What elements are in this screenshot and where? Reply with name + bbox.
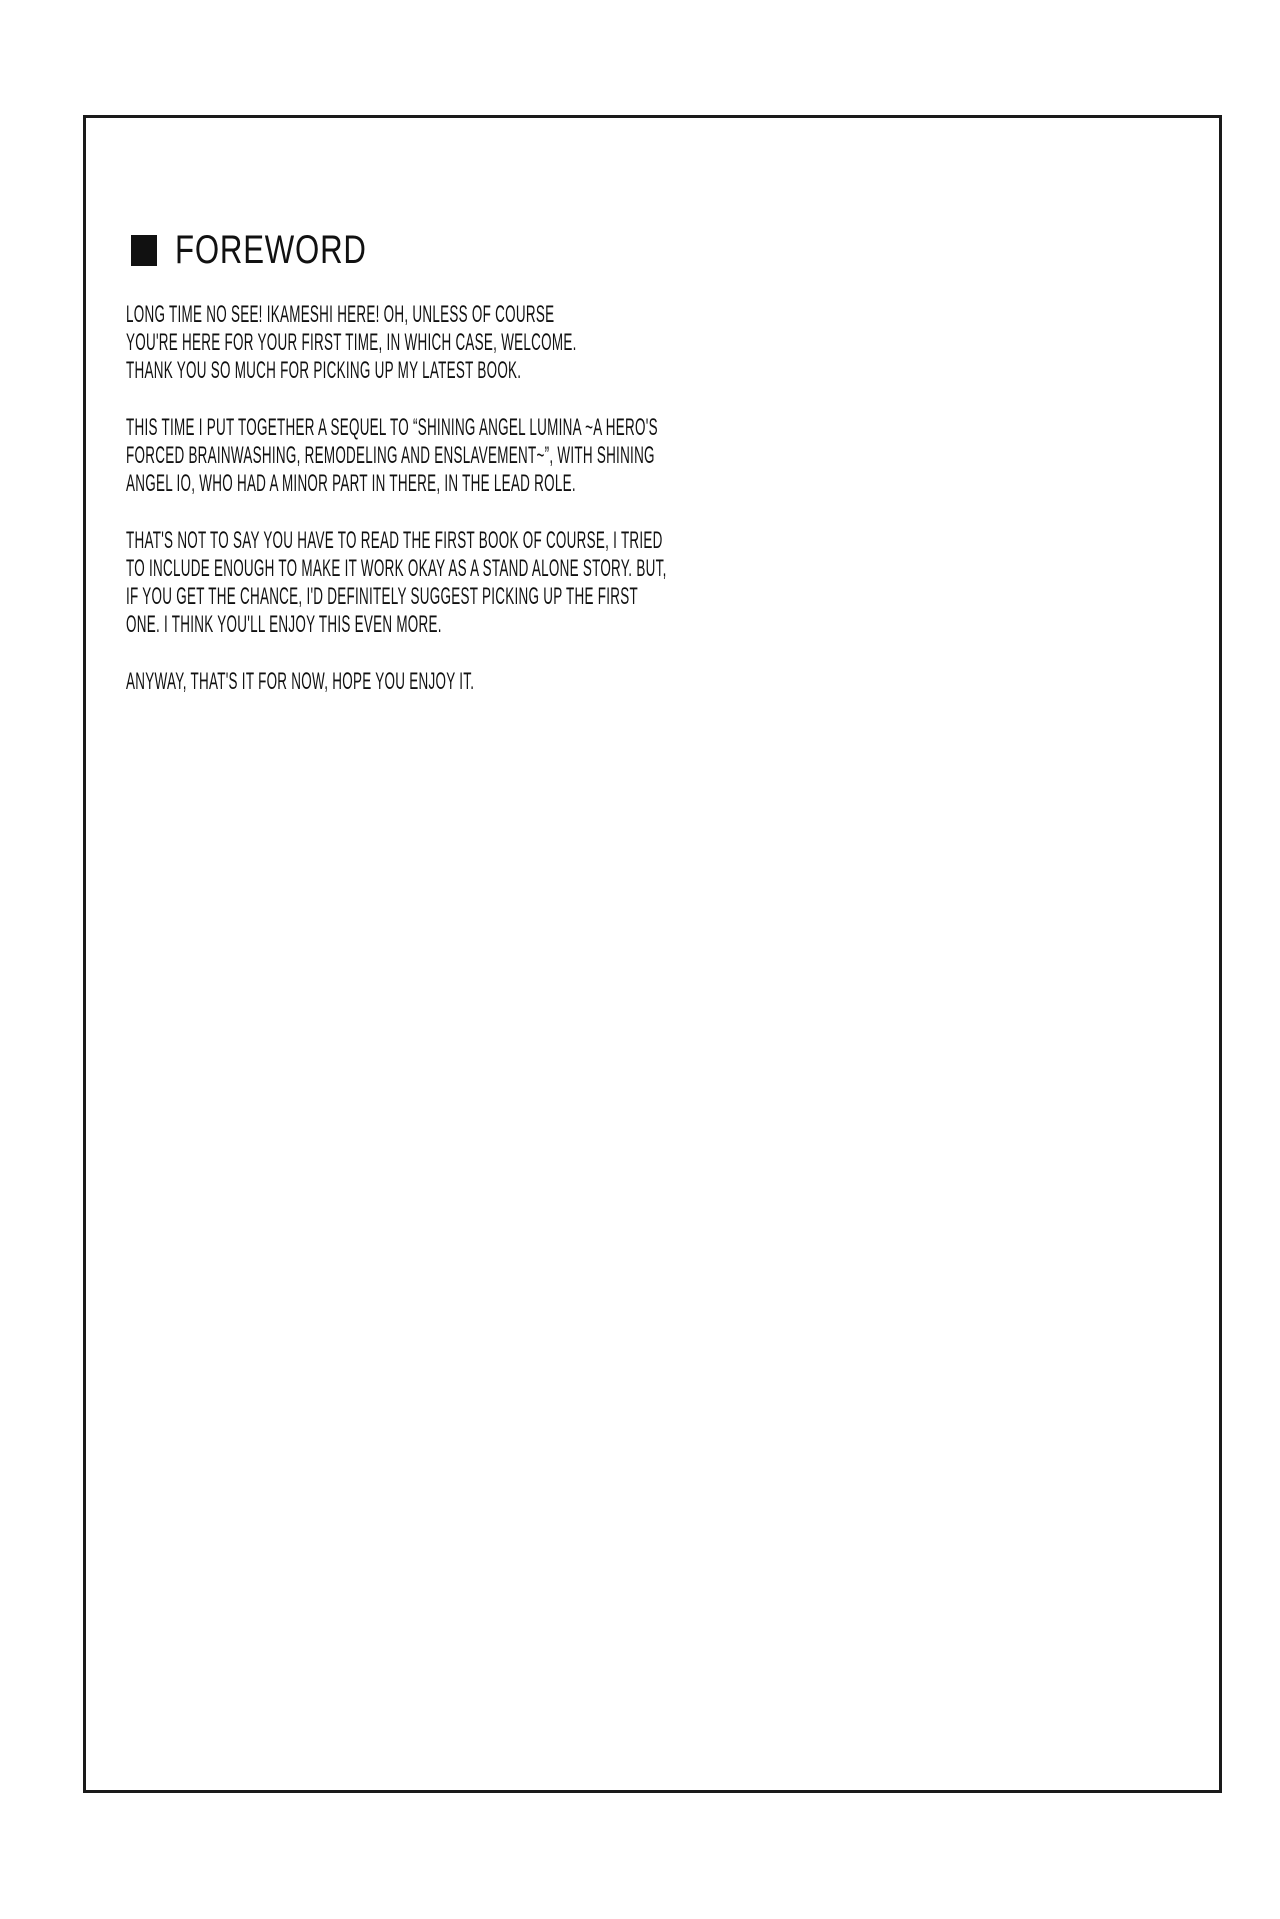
paragraph-3 [126, 527, 1091, 639]
heading-text: FOREWORD [175, 227, 367, 272]
paragraph-4 [126, 668, 1091, 696]
black-square-bullet-icon [131, 235, 157, 266]
text-line: THANK YOU SO MUCH FOR PICKING UP MY LATEST BOOK. [126, 357, 522, 384]
paragraph-1 [126, 301, 1091, 385]
text-line: IF YOU GET THE CHANCE, I'D DEFINITELY SUGGEST PICKING UP THE FIRST [126, 583, 638, 610]
text-line: FORCED BRAINWASHING, REMODELING AND ENSLAVEMENT~”, WITH SHINING [126, 442, 655, 469]
text-line: ANGEL IO, WHO HAD A MINOR PART IN THERE, IN THE LEAD ROLE. [126, 470, 576, 497]
text-line: YOU'RE HERE FOR YOUR FIRST TIME, IN WHICH CASE, WELCOME. [126, 329, 577, 356]
foreword-body [126, 301, 1091, 725]
text-line: LONG TIME NO SEE! IKAMESHI HERE! OH, UNLESS OF COURSE [126, 301, 555, 328]
text-line: THIS TIME I PUT TOGETHER A SEQUEL TO “SHINING ANGEL LUMINA ~A HERO'S [126, 414, 658, 441]
paragraph-2 [126, 414, 1091, 498]
text-line: ONE. I THINK YOU'LL ENJOY THIS EVEN MORE. [126, 611, 442, 638]
text-line: THAT'S NOT TO SAY YOU HAVE TO READ THE FIRST BOOK OF COURSE, I TRIED [126, 527, 663, 554]
text-line: TO INCLUDE ENOUGH TO MAKE IT WORK OKAY AS A STAND ALONE STORY. BUT, [126, 555, 667, 582]
foreword-heading [131, 227, 421, 272]
text-line: ANYWAY, THAT'S IT FOR NOW, HOPE YOU ENJOY IT. [126, 668, 475, 695]
